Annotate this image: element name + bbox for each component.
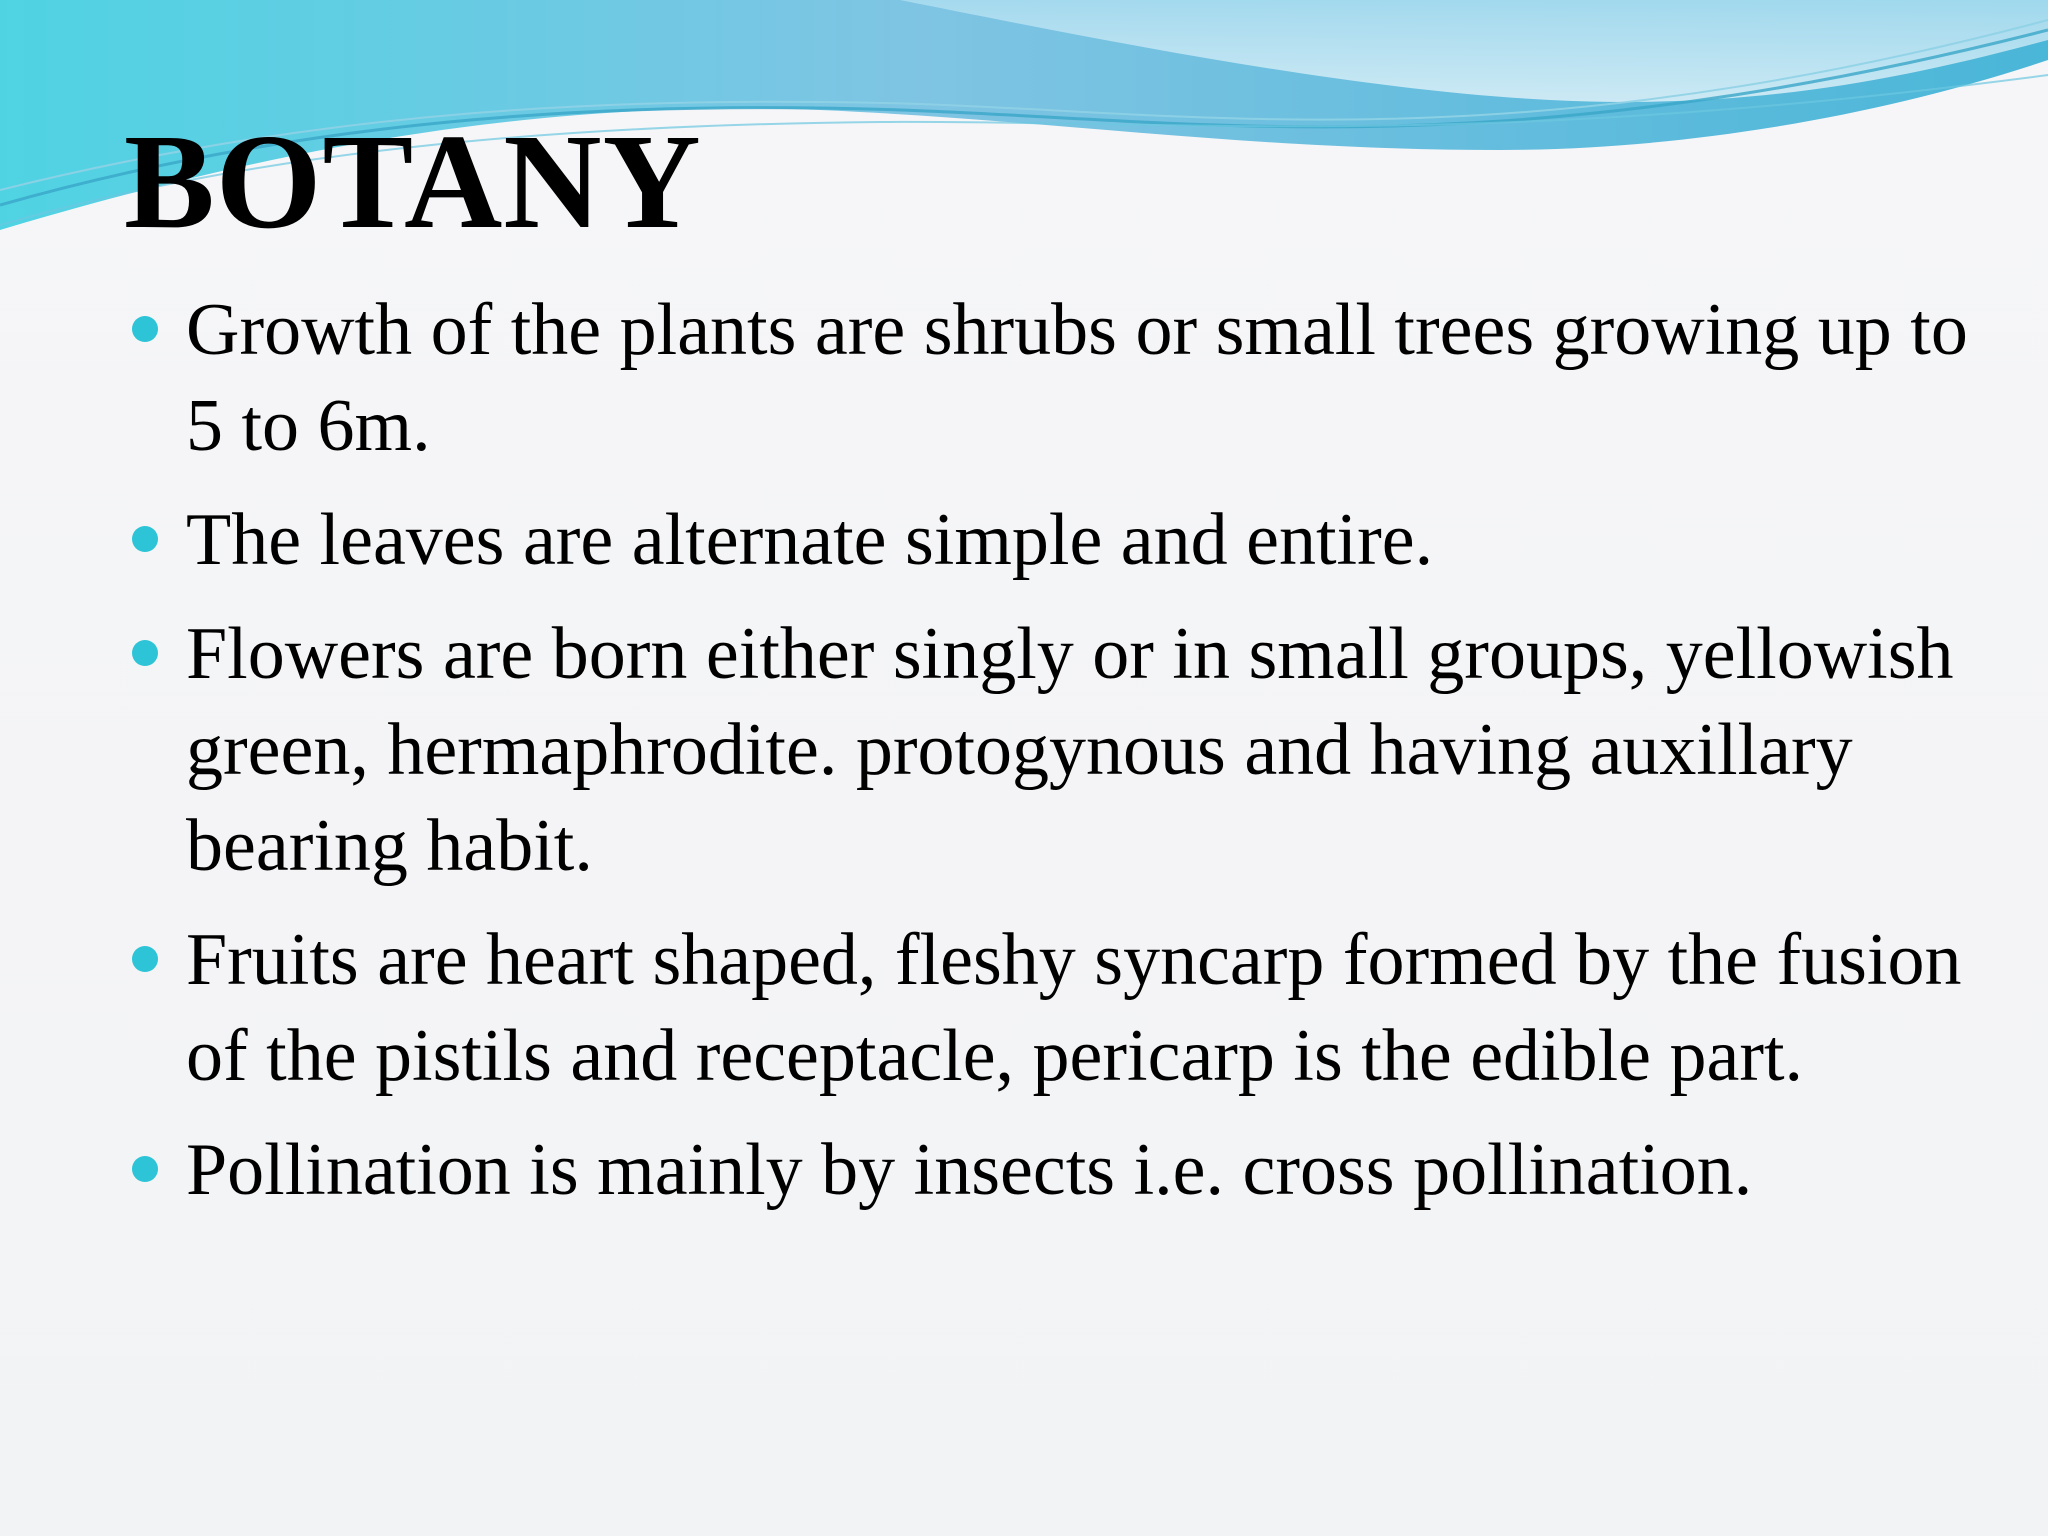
disc-bullet-icon bbox=[132, 526, 158, 552]
disc-bullet-icon bbox=[132, 316, 158, 342]
disc-bullet-icon bbox=[132, 946, 158, 972]
bullet-item bbox=[132, 492, 1992, 588]
slide-title: BOTANY bbox=[124, 107, 702, 257]
disc-bullet-icon bbox=[132, 1156, 158, 1182]
bullet-text: Fruits are heart shaped, fleshy syncarp formed by the fusion of the pistils and receptacle, pericarp is the edible part. bbox=[186, 919, 1962, 1097]
bullet-text: Flowers are born either singly or in small groups, yellowish green, hermaphrodite. protogynous and having auxillary bearing habit. bbox=[186, 613, 1954, 887]
bullet-item bbox=[132, 282, 1992, 474]
bullet-text: Growth of the plants are shrubs or small trees growing up to 5 to 6m. bbox=[186, 289, 1968, 467]
disc-bullet-icon bbox=[132, 640, 158, 666]
bullet-item bbox=[132, 912, 1992, 1104]
bullet-text: The leaves are alternate simple and entire. bbox=[186, 499, 1434, 581]
bullet-list bbox=[132, 282, 1992, 1236]
bullet-text: Pollination is mainly by insects i.e. cross pollination. bbox=[186, 1129, 1753, 1211]
bullet-item bbox=[132, 606, 1992, 894]
bullet-item bbox=[132, 1122, 1992, 1218]
